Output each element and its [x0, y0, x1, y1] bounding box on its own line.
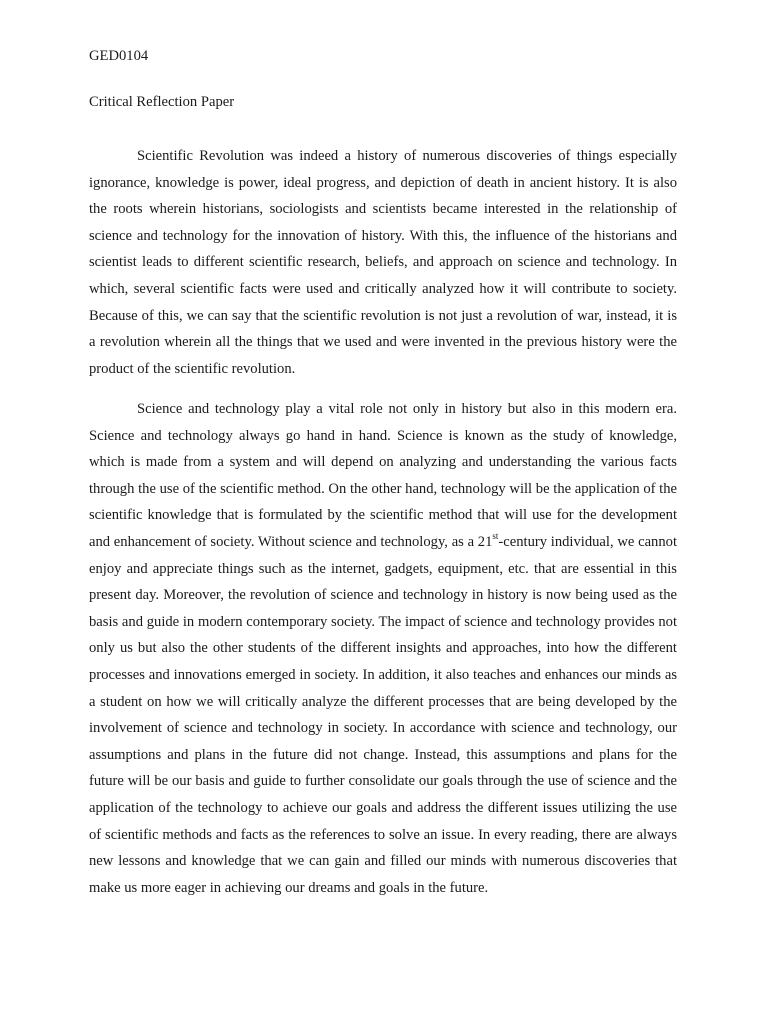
- course-code: GED0104: [89, 48, 149, 64]
- paragraph-2: [89, 396, 677, 901]
- paragraph-2-part-2: -century individual, we cannot enjoy and appreciate things such as the internet, gadgets, equipment, etc. that are essential in this present day. Moreover, the revolution of science and technology in history is now being used as the basis and guide in modern contemporary society. The impact of science and technology provides not only us but also the other students of the different insights and approaches, into how the different processes and innovations emerged in society. In addition, it also teaches and enhances our minds as a student on how we will critically analyze the different processes that are being developed by the involvement of science and technology in society. In accordance with science and technology, our assumptions and plans in the future did not change. Instead, this assumptions and plans for the future will be our basis and guide to further consolidate our goals through the use of science and the application of the technology to achieve our goals and address the different issues utilizing the use of scientific methods and facts as the references to solve an issue. In every reading, there are always new lessons and knowledge that we can gain and filled our minds with numerous discoveries that make us more eager in achieving our dreams and goals in the future.: [89, 533, 678, 896]
- paragraph-2-part-1: Science and technology play a vital role not only in history but also in this modern era. Science and technology always go hand in hand. Science is known as the study of knowledge, which is made from a system and will depend on analyzing and understanding the various facts through the use of the scientific method. On the other hand, technology will be the application of the scientific knowledge that is formulated by the scientific method that will use for the development and enhancement of society. Without science and technology, as a 21: [89, 401, 677, 550]
- paragraph-1: Scientific Revolution was indeed a history of numerous discoveries of things especially ignorance, knowledge is power, ideal progress, and depiction of death in ancient history. It is also the roots wherein historians, sociologists and scientists became interested in the relationship of science and technology for the innovation of history. With this, the influence of the historians and scientist leads to different scientific research, beliefs, and approach on science and technology. In which, several scientific facts were used and critically analyzed how it will contribute to society. Because of this, we can say that the scientific revolution is not just a revolution of war, instead, it is a revolution wherein all the things that we used and were invented in the previous history were the product of the scientific revolution.: [89, 148, 677, 377]
- ordinal-superscript: st: [492, 531, 499, 542]
- document-title: Critical Reflection Paper: [89, 94, 235, 110]
